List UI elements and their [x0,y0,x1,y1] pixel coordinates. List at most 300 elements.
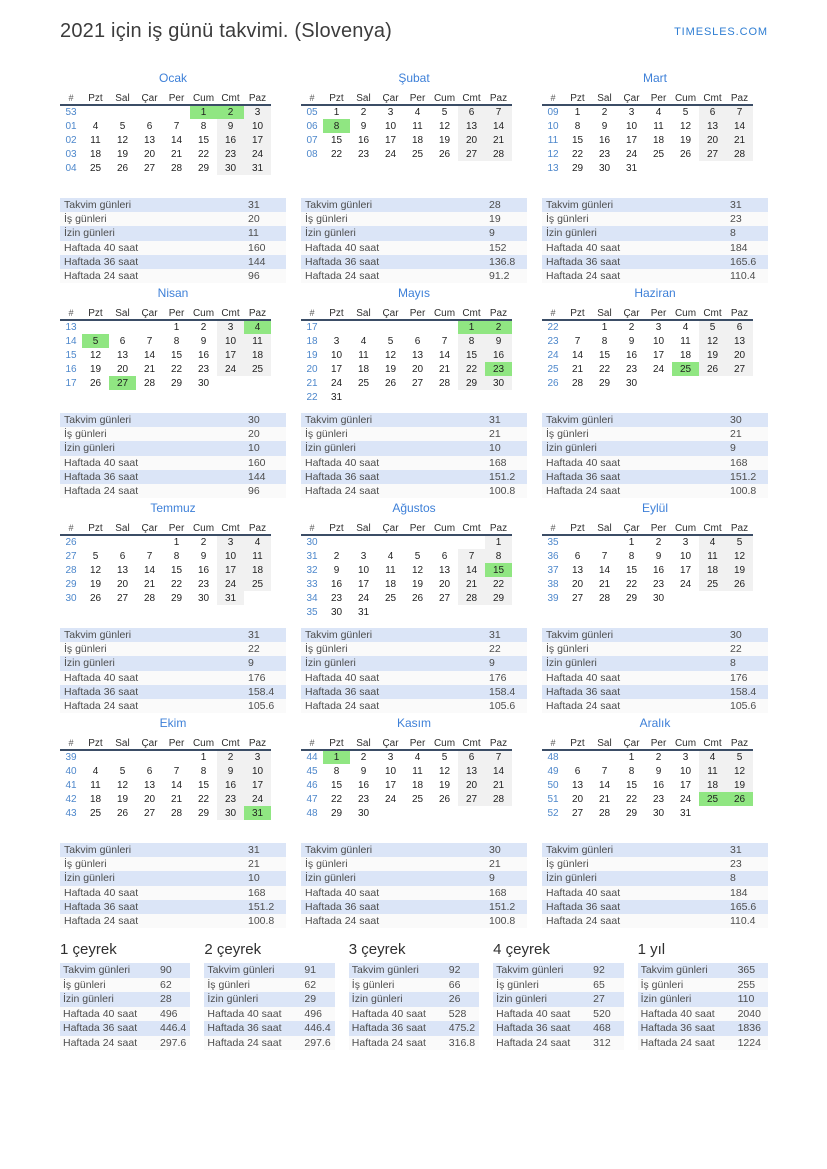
week-number: 13 [547,162,559,174]
day-cell: 22 [170,363,183,375]
stat-label: İzin günleri [305,227,356,240]
month-block [301,70,527,285]
month-calendar-wrap [542,307,768,406]
calendar-week-row [60,750,271,764]
stat-row [542,226,768,240]
day-cell: 8 [628,550,635,562]
calendar-body [60,535,271,605]
summary-stat-label: Haftada 36 saat [351,1022,426,1035]
calendar-body [542,105,753,175]
weekday-header: Çar [377,92,404,105]
day-cell: 16 [357,779,370,791]
day-cell: 11 [90,134,101,146]
day-cell: 15 [625,779,638,791]
stat-value: 9 [730,442,736,455]
stat-label: Takvim günleri [305,629,373,642]
week-number: 02 [65,134,77,146]
week-number-header: # [542,522,564,535]
day-cell: 30 [197,377,210,389]
week-number: 41 [65,779,77,791]
week-number: 27 [65,550,77,562]
day-cell [244,376,271,390]
calendar-body [301,320,512,404]
stat-row [60,441,286,455]
month-stats-table [60,198,286,283]
day-cell [431,320,458,334]
day-cell: 23 [197,363,210,375]
holiday-day-cell: 26 [726,792,753,806]
weekday-header: Cmt [699,522,726,535]
summary-stat-label: Takvim günleri [63,964,131,977]
day-cell: 8 [601,335,608,347]
holiday-day-cell: 27 [109,376,136,390]
summary-stat-label: Haftada 24 saat [640,1036,715,1049]
summary-stat-value: 26 [448,993,461,1006]
day-cell: 13 [699,119,726,133]
stat-label: Haftada 40 saat [64,241,139,254]
day-cell: 12 [89,349,102,361]
day-cell: 18 [244,348,271,362]
day-cell [163,105,190,119]
stat-row [542,212,768,226]
day-cell: 13 [438,564,451,576]
day-cell: 19 [438,779,451,791]
day-cell: 11 [385,564,396,576]
summary-stat-value: 365 [737,964,756,977]
week-number: 12 [547,148,559,160]
weekday-header: Çar [377,522,404,535]
stat-value: 151.2 [730,470,757,483]
day-cell: 24 [652,363,665,375]
holiday-day-cell: 1 [190,105,217,119]
day-cell: 31 [217,591,244,605]
stat-row [301,871,527,885]
day-cell [458,390,485,404]
stat-label: İzin günleri [305,657,356,670]
summary-stat-row [493,1036,623,1051]
week-number: 52 [547,807,559,819]
summary-stat-label: Takvim günleri [207,964,275,977]
month-calendar-wrap [60,307,286,406]
day-cell: 17 [244,133,271,147]
stat-row [542,871,768,885]
weekday-header: Çar [618,92,645,105]
day-cell: 20 [438,578,451,590]
day-cell: 14 [438,349,451,361]
day-cell: 7 [441,335,448,347]
stat-row [301,656,527,670]
stat-value: 9 [489,657,495,670]
week-number-header: # [60,737,82,750]
summary-stat-label: İş günleri [640,978,684,991]
stat-label: Haftada 40 saat [546,456,621,469]
weekday-header: Cmt [217,92,244,105]
day-cell: 14 [458,563,485,577]
summary-stat-value: 496 [304,1007,322,1020]
stat-label: Haftada 40 saat [546,886,621,899]
stat-row [60,198,286,212]
stat-label: İzin günleri [64,227,115,240]
header [60,20,768,70]
day-cell [431,535,458,549]
weekday-header: Cum [672,307,699,320]
week-number: 39 [547,592,559,604]
calendar-week-row [60,105,271,119]
stat-row [542,413,768,427]
day-cell: 31 [357,606,370,618]
day-cell: 11 [412,120,423,132]
month-stats-table [60,628,286,713]
day-cell: 18 [89,148,102,160]
weekday-header: Cmt [217,307,244,320]
calendar-week-row [301,605,512,619]
stat-value: 19 [489,213,501,226]
weekday-header: Sal [350,92,377,105]
day-cell: 23 [217,147,244,161]
month-calendar [60,92,271,175]
weekday-header: Cum [672,92,699,105]
calendar-head-row [301,92,512,105]
month-calendar-wrap [60,522,286,621]
day-cell: 27 [571,592,584,604]
day-cell: 30 [217,806,244,820]
day-cell [136,105,163,119]
weekday-header: Paz [244,307,271,320]
day-cell: 20 [143,148,156,160]
day-cell: 17 [217,348,244,362]
month-block [542,285,768,500]
day-cell: 22 [485,577,512,591]
day-cell [350,320,377,334]
summary-stat-row [204,1007,334,1022]
month-title: Kasım [396,716,431,730]
day-cell: 3 [387,752,394,763]
day-cell: 15 [170,349,183,361]
day-cell [485,806,512,820]
weekday-header: Per [404,737,431,750]
day-cell [645,376,672,390]
day-cell: 9 [217,119,244,133]
weekday-header: Pzt [323,737,350,750]
weekday-header: Sal [109,92,136,105]
stat-value: 144 [248,255,266,268]
day-cell: 17 [384,134,397,146]
month-stats-table [542,413,768,498]
stat-value: 8 [730,227,736,240]
day-cell [136,535,163,549]
stat-label: Haftada 24 saat [305,915,380,928]
day-cell: 25 [89,162,102,174]
stat-row [60,212,286,226]
weekday-header: Cum [190,92,217,105]
holiday-day-cell: 4 [244,320,271,334]
day-cell: 3 [360,550,367,562]
summary-stat-value: 1836 [737,1022,761,1035]
weekday-header: Per [163,307,190,320]
day-cell: 3 [244,105,271,119]
stat-row [60,871,286,885]
summary-stat-value: 468 [593,1022,611,1035]
calendar-week-row [542,119,753,133]
summary-stat-row [638,1036,768,1051]
week-number: 49 [547,765,559,777]
day-cell [82,535,109,549]
day-cell [672,161,699,175]
day-cell: 16 [357,134,370,146]
day-cell: 10 [244,119,271,133]
day-cell: 20 [116,363,129,375]
calendar-head-row [542,307,753,320]
stat-row [542,255,768,269]
stat-value: 31 [730,844,742,857]
stat-row [301,456,527,470]
stat-value: 21 [489,858,501,871]
day-cell: 17 [625,134,638,146]
stat-label: İş günleri [64,428,107,441]
day-cell: 10 [244,764,271,778]
week-number: 40 [65,765,77,777]
day-cell: 16 [217,778,244,792]
stat-row [60,656,286,670]
week-number: 10 [547,120,559,132]
week-number: 05 [306,107,318,118]
day-cell [458,605,485,619]
day-cell: 3 [655,322,662,333]
stat-label: Haftada 24 saat [546,270,621,283]
stat-row [301,914,527,928]
calendar-week-row [60,806,271,820]
calendar-head [542,307,753,320]
stat-label: Haftada 36 saat [64,255,139,268]
day-cell [726,591,753,605]
week-number: 28 [65,564,77,576]
stat-value: 9 [248,657,254,670]
day-cell: 14 [143,564,156,576]
month-stats-table [301,843,527,928]
summary-stat-label: İş günleri [496,978,539,991]
stat-value: 31 [730,199,742,212]
weekday-header: Per [163,737,190,750]
day-cell: 26 [438,793,451,805]
calendar-week-row [301,147,512,161]
summary-stat-label: Haftada 24 saat [496,1036,571,1049]
stat-row [60,642,286,656]
weekday-header: Pzt [82,522,109,535]
stat-row [60,241,286,255]
summary-stat-label: İş günleri [63,978,106,991]
stat-label: Haftada 40 saat [64,456,139,469]
weekday-header: Çar [377,307,404,320]
summary-stat-row [60,1007,190,1022]
holiday-day-cell: 8 [323,119,350,133]
day-cell: 15 [330,779,343,791]
day-cell: 29 [485,591,512,605]
calendar-head [60,307,271,320]
summary-stat-value: 446.4 [304,1022,331,1035]
calendar-week-row [60,119,271,133]
day-cell: 18 [411,779,424,791]
summary-stat-value: 65 [593,978,605,991]
calendar-week-row [301,577,512,591]
weekday-header: Pzt [564,522,591,535]
summary-stat-value: 312 [593,1036,611,1049]
day-cell: 12 [384,349,397,361]
day-cell: 11 [244,334,271,348]
summary-stat-value: 90 [160,964,172,977]
day-cell: 19 [411,578,424,590]
month-calendar-wrap [301,737,527,836]
weekday-header: Çar [618,522,645,535]
stat-label: Haftada 24 saat [64,915,139,928]
day-cell: 24 [217,362,244,376]
week-number: 06 [306,120,318,132]
day-cell [109,105,136,119]
day-cell: 4 [92,120,99,132]
stat-label: Haftada 36 saat [546,255,621,268]
calendar-week-row [301,348,512,362]
summary-stat-label: Haftada 40 saat [496,1007,571,1020]
day-cell: 9 [485,334,512,348]
months-grid [60,70,768,930]
day-cell: 14 [170,779,183,791]
day-cell: 1 [574,107,581,118]
day-cell: 8 [173,335,180,347]
day-cell: 10 [679,550,692,562]
calendar-week-row [542,348,753,362]
day-cell: 26 [411,592,424,604]
calendar-week-row [60,362,271,376]
day-cell [82,320,109,334]
day-cell: 21 [598,793,611,805]
stat-label: Haftada 40 saat [546,671,621,684]
day-cell: 22 [625,578,638,590]
day-cell: 18 [699,778,726,792]
stat-value: 22 [730,643,742,656]
calendar-head [60,737,271,750]
day-cell: 20 [411,363,424,375]
day-cell: 18 [384,578,397,590]
stat-value: 168 [489,456,507,469]
day-cell: 4 [682,322,689,333]
day-cell: 17 [217,563,244,577]
day-cell: 18 [411,134,424,146]
day-cell: 3 [387,107,394,118]
day-cell [726,806,753,820]
day-cell: 14 [485,119,512,133]
summary-stat-row [349,963,479,978]
day-cell [377,390,404,404]
day-cell: 6 [146,765,153,777]
stat-value: 176 [248,671,266,684]
month-title: Ağustos [392,501,436,515]
stat-row [301,886,527,900]
weekday-header: Paz [244,737,271,750]
day-cell: 5 [682,107,689,118]
summary-stat-row [349,1036,479,1051]
summary-stat-label: Haftada 40 saat [351,1007,426,1020]
stat-label: Haftada 40 saat [64,671,139,684]
calendar-head-row [60,737,271,750]
month-title: Şubat [398,71,430,85]
day-cell: 26 [384,377,397,389]
stat-value: 165.6 [730,900,757,913]
site-link[interactable]: TIMESLES.COM [674,26,768,38]
day-cell: 12 [726,549,753,563]
summary-stat-label: İş günleri [207,978,250,991]
day-cell: 15 [330,134,343,146]
day-cell: 20 [143,793,156,805]
calendar-head [301,737,512,750]
stat-row [60,628,286,642]
day-cell: 11 [680,335,691,347]
summary-block [638,941,768,1050]
calendar-week-row [542,320,753,334]
week-number: 01 [65,120,77,132]
holiday-day-cell: 23 [485,362,512,376]
day-cell [699,161,726,175]
month-stats-table [542,198,768,283]
stat-value: 144 [248,470,266,483]
day-cell: 13 [726,334,753,348]
day-cell: 29 [598,377,611,389]
weekday-header: Paz [726,737,753,750]
day-cell [163,750,190,764]
summary-stat-value: 297.6 [160,1036,187,1049]
day-cell: 7 [485,105,512,119]
holiday-day-cell: 31 [244,806,271,820]
stat-label: Haftada 36 saat [64,470,139,483]
day-cell: 21 [571,363,584,375]
day-cell: 9 [655,550,662,562]
summary-stat-row [638,1007,768,1022]
weekday-header: Cmt [699,92,726,105]
summary-stat-value: 475.2 [448,1022,476,1035]
day-cell: 1 [485,535,512,549]
summary-stat-row [204,992,334,1007]
day-cell: 10 [384,765,397,777]
stat-row [301,642,527,656]
day-cell: 30 [598,162,611,174]
summary-block [493,941,623,1050]
month-calendar [301,522,512,619]
stat-row [542,656,768,670]
day-cell: 17 [357,578,370,590]
day-cell: 13 [458,119,485,133]
day-cell: 27 [458,792,485,806]
day-cell: 22 [598,363,611,375]
weekday-header: Sal [591,522,618,535]
day-cell: 21 [438,363,451,375]
stat-value: 31 [248,629,260,642]
summary-stat-value: 446.4 [160,1022,187,1035]
stat-row [60,427,286,441]
day-cell: 6 [574,550,581,562]
day-cell: 15 [197,779,210,791]
stat-row [542,628,768,642]
day-cell: 17 [679,779,692,791]
weekday-header: Paz [244,92,271,105]
calendar-week-row [60,591,271,605]
month-calendar-wrap [542,92,768,191]
day-cell [404,605,431,619]
month-calendar-wrap [60,737,286,836]
stat-value: 8 [730,657,736,670]
week-number: 46 [306,779,318,791]
day-cell [645,161,672,175]
calendar-body [301,750,512,820]
day-cell: 2 [217,750,244,764]
day-cell [323,535,350,549]
